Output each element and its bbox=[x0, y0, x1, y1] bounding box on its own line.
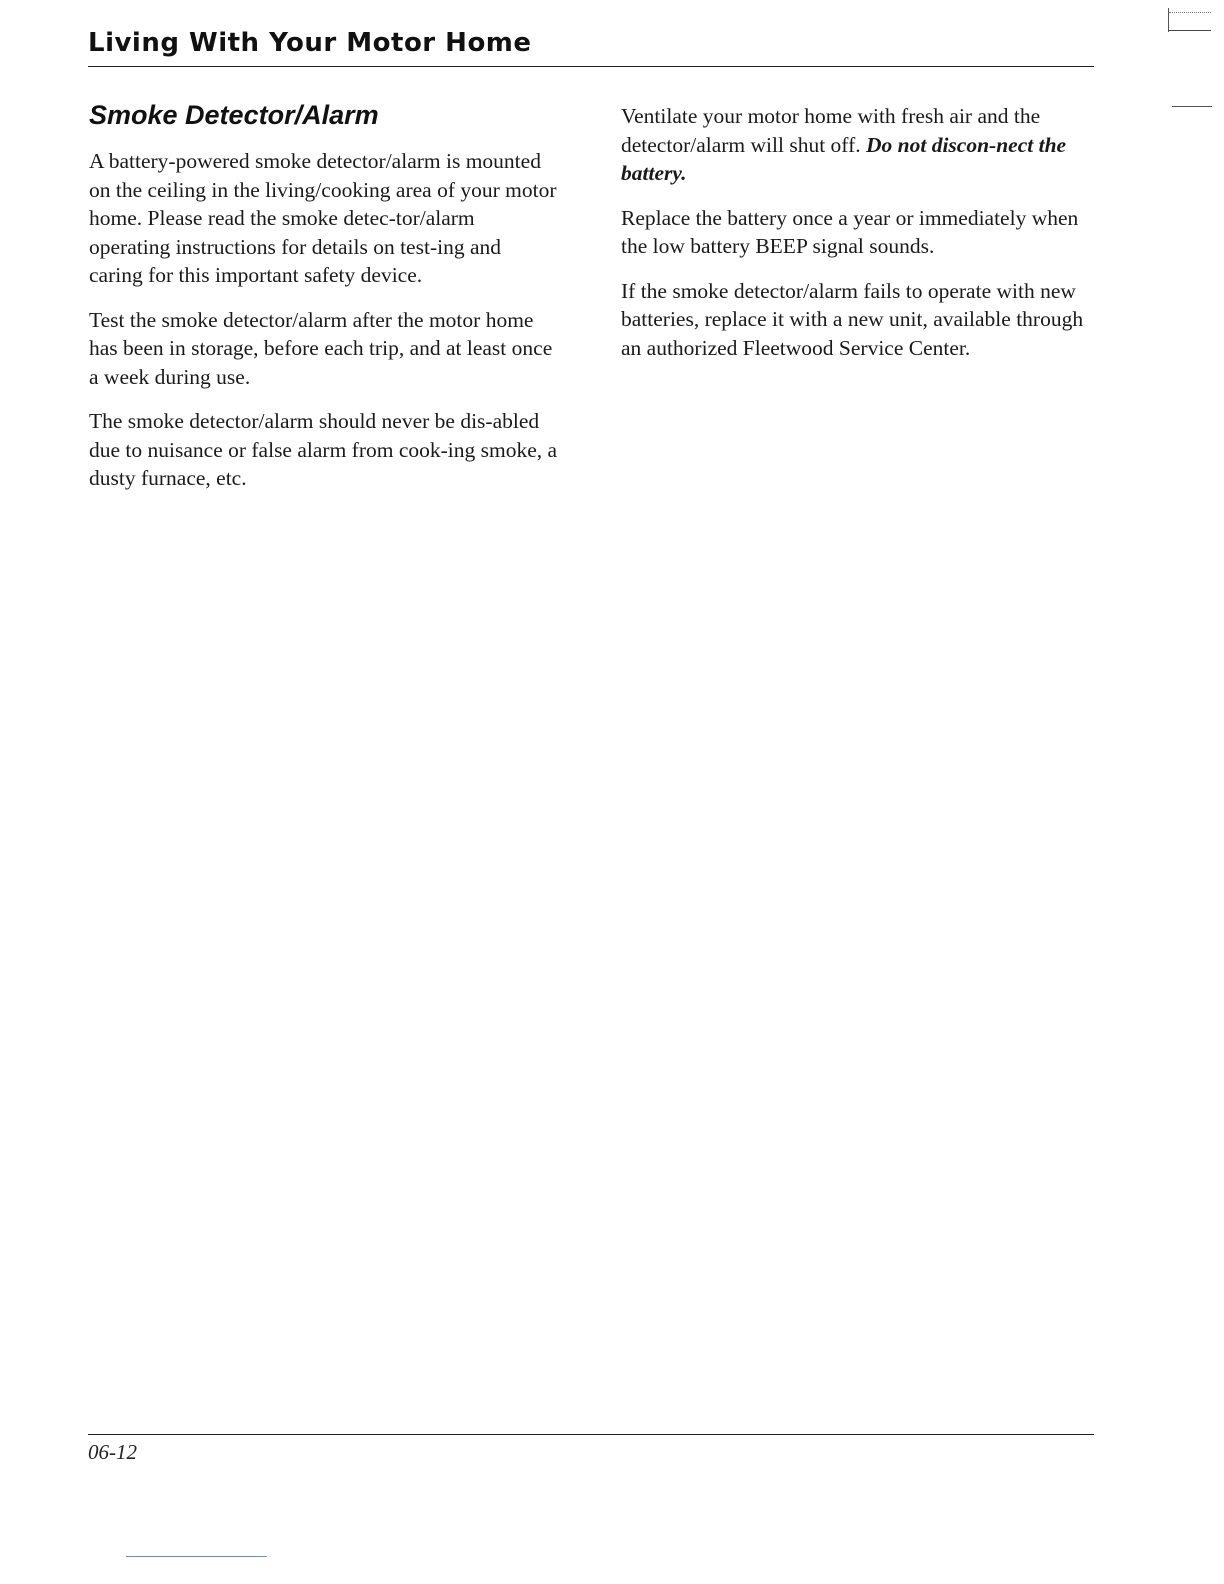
scan-edge-mark bbox=[1172, 106, 1212, 107]
paragraph-replace-unit: If the smoke detector/alarm fails to operate with new batteries, replace it with a new unit, available through an authorized Fleetwood Service Center. bbox=[621, 278, 1084, 360]
paragraph-test-schedule: Test the smoke detector/alarm after the motor home has been in storage, before each trip, and at least once a week during use. bbox=[89, 307, 553, 389]
header-rule bbox=[88, 66, 1094, 67]
scan-corner-mark bbox=[1168, 8, 1211, 32]
section-heading: Smoke Detector/Alarm bbox=[89, 100, 379, 130]
ventilate-text: Ventilate your motor home with fresh air and the detector/alarm will shut off. bbox=[621, 104, 1041, 157]
scan-bottom-mark bbox=[126, 1556, 267, 1557]
running-header-title: Living With Your Motor Home bbox=[88, 28, 532, 58]
paragraph-detector-location: A battery-powered smoke detector/alarm is mounted on the ceiling in the living/cooking area of your motor home. Please read the smoke detec-tor/alarm operating instructions for details on test-ing and caring for this important safety device. bbox=[89, 149, 557, 287]
right-column bbox=[621, 102, 1101, 378]
footer-rule bbox=[88, 1434, 1094, 1435]
page-number: 06-12 bbox=[88, 1440, 137, 1464]
left-column bbox=[89, 147, 559, 509]
paragraph-never-disable: The smoke detector/alarm should never be dis-abled due to nuisance or false alarm from cook-ing smoke, a dusty furnace, etc. bbox=[89, 409, 558, 490]
paragraph-ventilate bbox=[621, 102, 1101, 188]
battery-warning: Do not discon-nect the battery. bbox=[621, 132, 1067, 185]
paragraph-replace-battery: Replace the battery once a year or immediately when the low battery BEEP signal sounds. bbox=[621, 205, 1079, 258]
